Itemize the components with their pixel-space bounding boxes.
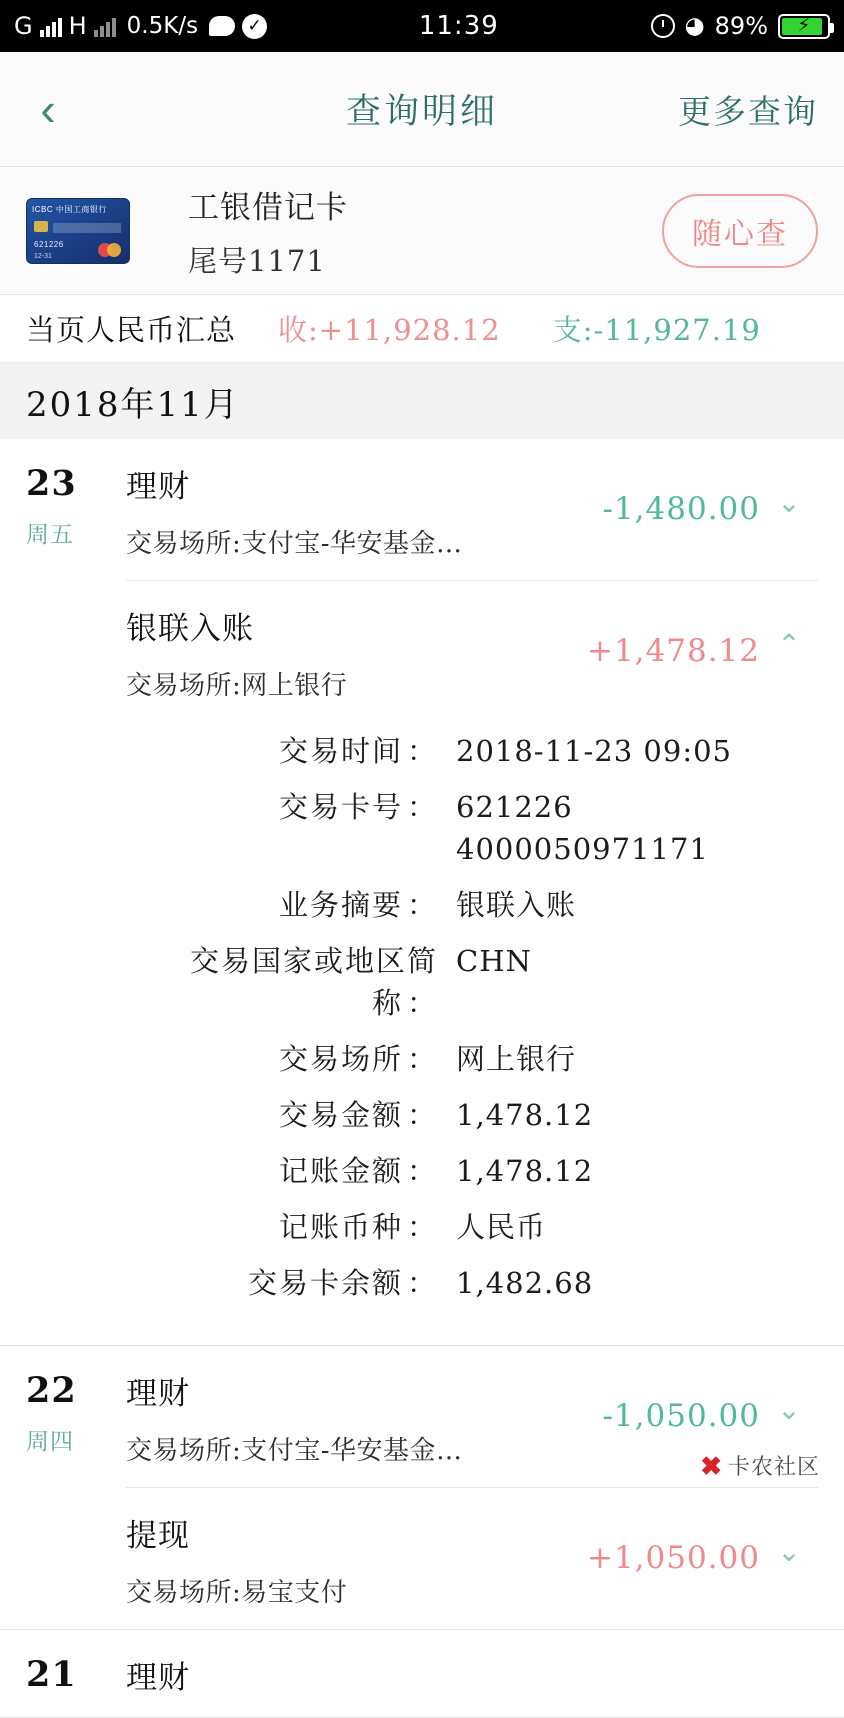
watermark — [694, 1447, 826, 1484]
nav-bar — [0, 52, 844, 167]
detail-value: 2018-11-23 09:05 — [456, 734, 732, 768]
battery-percent-label: 89% — [714, 12, 768, 40]
network-speed-label: 0.5K/s — [126, 13, 199, 39]
bank-card-icon — [26, 198, 130, 264]
card-valid-label: 12-31 — [34, 252, 52, 260]
entry-text — [126, 461, 602, 560]
entry-title: 银联入账 — [126, 611, 254, 647]
chevron-down-icon[interactable]: ⌄ — [777, 487, 801, 518]
detail-row — [126, 786, 818, 870]
detail-label: 交易卡余额 ： — [247, 1266, 438, 1301]
card-tail-label: 尾号1171 — [188, 243, 326, 278]
chevron-down-icon[interactable]: ⌄ — [777, 1535, 801, 1567]
carrier-label: G — [14, 12, 33, 40]
detail-label: 记账金额 ： — [278, 1154, 438, 1189]
date-column — [26, 1630, 126, 1717]
transaction-entry[interactable] — [126, 439, 818, 580]
transaction-row — [0, 1487, 844, 1629]
free-query-button[interactable]: 随心查 — [662, 194, 818, 268]
transaction-row — [0, 1630, 844, 1717]
wifi-icon: ◕ — [684, 12, 705, 39]
detail-value: 银联入账 — [456, 888, 577, 923]
watermark-logo-icon: ✖ — [700, 1450, 722, 1481]
date-weekday: 周五 — [26, 522, 74, 548]
detail-row — [126, 884, 818, 926]
transaction-row — [0, 439, 844, 580]
detail-row — [126, 730, 818, 772]
entry-subtitle: 交易场所:支付宝-华安基金… — [126, 1435, 463, 1466]
transaction-detail-panel — [126, 722, 818, 1345]
entry-title: 理财 — [126, 469, 190, 505]
more-query-button[interactable]: 更多查询 — [678, 91, 818, 131]
entry-subtitle: 交易场所:支付宝-华安基金… — [126, 529, 463, 559]
status-bar — [0, 0, 844, 52]
summary-label: 当页人民币汇总 — [26, 313, 237, 347]
detail-row — [126, 1038, 818, 1080]
detail-row — [126, 1262, 818, 1304]
summary-income: 收:+11,928.12 — [278, 313, 501, 347]
detail-value: 621226 4000050971171 — [456, 790, 709, 867]
month-header: 2018年11月 — [0, 363, 844, 439]
detail-value: CHN — [456, 944, 532, 979]
transaction-group — [0, 1630, 844, 1718]
card-logo-label: ICBC 中国工商银行 — [32, 204, 107, 214]
card-summary-row[interactable] — [0, 167, 844, 295]
status-bar-left — [14, 12, 267, 40]
date-day: 21 — [26, 1653, 77, 1695]
entry-amount: -1,480.00 — [602, 491, 760, 527]
message-bubble-icon — [209, 16, 235, 36]
date-weekday: 周四 — [26, 1428, 74, 1455]
detail-row — [126, 1150, 818, 1192]
transaction-entry[interactable] — [126, 1487, 818, 1629]
status-time: 11:39 — [418, 11, 499, 41]
signal-bars-dim-icon — [94, 15, 116, 37]
transaction-entry[interactable] — [126, 580, 818, 722]
detail-label: 交易卡号 ： — [278, 790, 438, 825]
detail-value: 人民币 — [456, 1210, 547, 1245]
entry-text — [126, 1368, 602, 1467]
signal-bars-icon — [40, 15, 62, 37]
entry-text — [126, 1652, 818, 1697]
entry-title: 提现 — [126, 1517, 190, 1554]
date-column — [26, 1346, 126, 1487]
card-name-label: 工银借记卡 — [188, 189, 348, 226]
transaction-group — [0, 439, 844, 1346]
detail-value: 1,478.12 — [456, 1154, 594, 1189]
chevron-down-icon[interactable]: ⌄ — [777, 1393, 801, 1425]
detail-label: 记账币种 ： — [278, 1210, 438, 1245]
date-day: 23 — [26, 463, 77, 504]
detail-label: 交易金额 ： — [278, 1098, 438, 1133]
entry-subtitle: 交易场所:易宝支付 — [126, 1577, 348, 1608]
date-column-spacer — [26, 1487, 126, 1629]
back-button[interactable]: ‹ — [40, 83, 56, 135]
carrier2-label: H — [68, 12, 87, 40]
detail-label: 交易时间 ： — [278, 734, 438, 768]
detail-label: 交易场所 ： — [278, 1042, 438, 1077]
chevron-up-icon[interactable]: ⌃ — [777, 629, 801, 660]
entry-subtitle: 交易场所:网上银行 — [126, 671, 348, 701]
entry-amount: +1,478.12 — [586, 633, 760, 669]
status-bar-right — [651, 12, 830, 40]
date-column-spacer — [26, 580, 126, 1345]
entry-amount: -1,050.00 — [602, 1397, 760, 1434]
detail-value: 1,478.12 — [456, 1098, 594, 1133]
status-bar-center — [267, 11, 651, 41]
card-info — [188, 182, 348, 280]
detail-value: 1,482.68 — [456, 1266, 594, 1301]
page-title: 查询明细 — [345, 92, 498, 132]
detail-value: 网上银行 — [456, 1042, 577, 1077]
entry-text — [126, 1510, 587, 1609]
card-scheme-icon — [98, 243, 122, 257]
transaction-entry[interactable] — [126, 1630, 818, 1717]
check-circle-icon: ✓ — [242, 14, 267, 39]
date-day: 22 — [26, 1369, 77, 1411]
summary-expense: 支:-11,927.19 — [552, 313, 761, 347]
detail-row — [126, 1206, 818, 1248]
battery-charging-icon: ⚡ — [778, 14, 830, 39]
page-summary-row — [0, 295, 844, 363]
entry-title: 理财 — [126, 1659, 190, 1696]
watermark-text: 卡农社区 — [727, 1454, 820, 1479]
detail-row — [126, 1094, 818, 1136]
transaction-row — [0, 580, 844, 1345]
card-chip-icon — [34, 221, 48, 232]
detail-row — [126, 940, 818, 1024]
card-strip — [53, 223, 121, 233]
detail-label: 业务摘要 ： — [278, 888, 438, 923]
entry-amount: +1,050.00 — [586, 1539, 760, 1576]
date-column — [26, 439, 126, 580]
transaction-group — [0, 1346, 844, 1630]
alarm-icon — [651, 14, 675, 38]
detail-label: 交易国家或地区简称 ： — [189, 944, 438, 1021]
card-number-label: 621226 — [34, 239, 64, 249]
entry-text — [126, 603, 587, 702]
entry-title: 理财 — [126, 1375, 190, 1412]
